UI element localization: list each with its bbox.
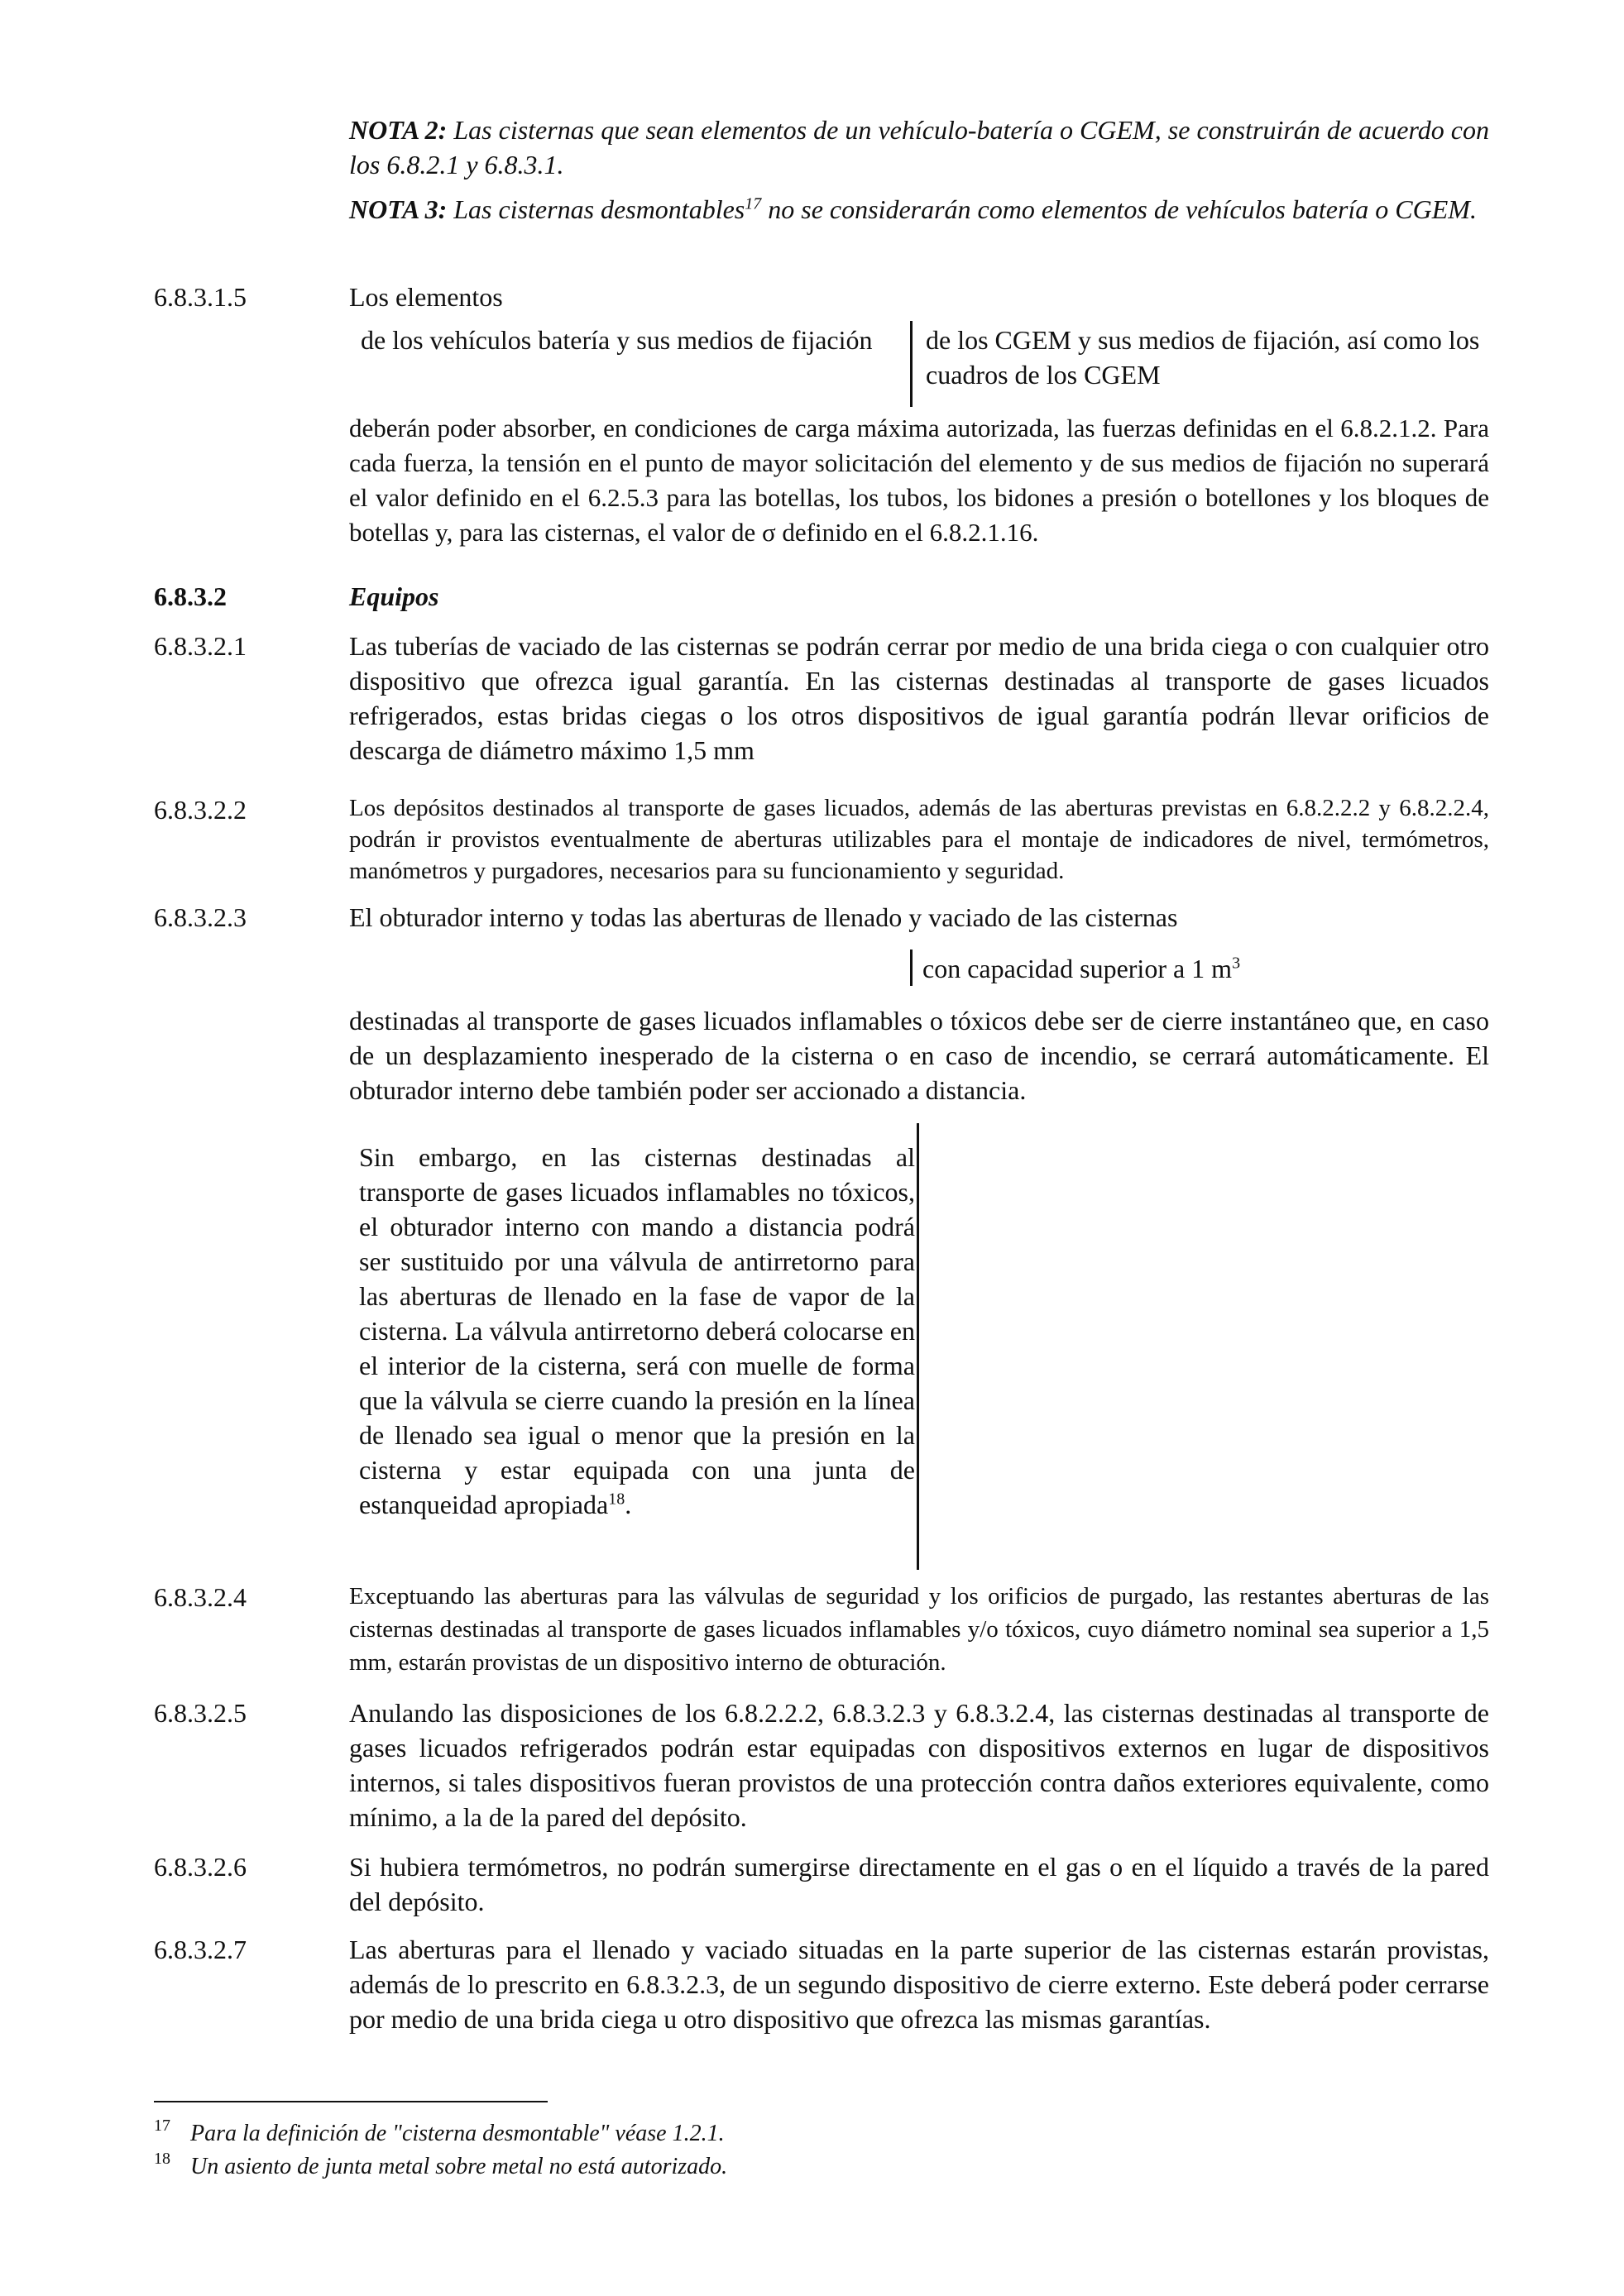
section-body: Si hubiera termómetros, no podrán sumergirse directamente en el gas o en el líquido a través de la pared del depósito. (349, 1852, 1489, 1916)
section-number: 6.8.3.1.5 (154, 282, 247, 312)
section-number: 6.8.3.2.5 (154, 1698, 247, 1728)
footnote-ref-18: 18 (608, 1490, 625, 1509)
capacity-text (922, 951, 1485, 986)
footnote-number: 18 (154, 2150, 170, 2168)
section-number: 6.8.3.2.1 (154, 631, 247, 661)
section-number: 6.8.3.2.6 (154, 1852, 247, 1882)
section-body: Las aberturas para el llenado y vaciado situadas en la parte superior de las cisternas estarán provistas, además de lo prescrito en 6.8.3.2.3, de un segundo dispositivo de cierre externo. Este deberá poder cerrarse por medio de una brida ciega u otro dispositivo que ofrezca las mismas garantías. (349, 1935, 1489, 2034)
footnote (154, 2114, 1478, 2149)
section-number: 6.8.3.2.7 (154, 1935, 247, 1964)
section-intro: Los elementos (349, 282, 503, 312)
left-column-box (359, 1140, 915, 1522)
footnote-ref-17: 17 (745, 194, 762, 213)
section-body: Los depósitos destinados al transporte de gases licuados, además de las aberturas previstas en 6.8.2.2.2 y 6.8.2.2.4, podrán ir provistos eventualmente de aberturas utilizables para el montaje de indicadores de nivel, termómetros, manómetros y purgadores, necesarios para su funcionamiento y seguridad. (349, 795, 1489, 884)
box-end: . (625, 1490, 632, 1519)
section-body: deberán poder absorber, en condiciones de carga máxima autorizada, las fuerzas definidas en el 6.8.2.1.2. Para cada fuerza, la tensión en el punto de mayor solicitación del elemento y de sus medios de fijación no superará el valor definido en el 6.2.5.3 para las botellas, los tubos, los bidones a presión o botellones y los bloques de botellas y, para las cisternas, el valor de σ definido en el 6.8.2.1.16. (349, 414, 1489, 547)
section-number: 6.8.3.2.4 (154, 1582, 247, 1612)
nota-3-text-end: no se considerarán como elementos de vehículos batería o CGEM. (761, 194, 1477, 224)
footnote-text: Para la definición de "cisterna desmontable" véase 1.2.1. (190, 2121, 725, 2146)
section-title: Equipos (349, 581, 439, 611)
footnote-number: 17 (154, 2117, 170, 2135)
left-column-text: de los vehículos batería y sus medios de fijación (361, 325, 873, 355)
footnote (154, 2147, 1478, 2182)
column-divider (910, 321, 913, 407)
section-body: Anulando las disposiciones de los 6.8.2.2.2, 6.8.3.2.3 y 6.8.3.2.4, las cisternas destinadas al transporte de gases licuados refrigerados podrán estar equipadas con dispositivos externos en lugar de dispositivos internos, si tales dispositivos fueran provistos de una protección contra daños exteriores equivalente, como mínimo, a la de la pared del depósito. (349, 1698, 1489, 1832)
nota-2-label: NOTA 2: (349, 115, 448, 145)
section-number: 6.8.3.2 (154, 581, 227, 611)
unit-exponent: 3 (1232, 954, 1241, 973)
footnote-text: Un asiento de junta metal sobre metal no está autorizado. (190, 2154, 728, 2179)
nota-3-label: NOTA 3: (349, 194, 448, 224)
section-body: Las tuberías de vaciado de las cisternas se podrán cerrar por medio de una brida ciega o con cualquier otro dispositivo que ofrezca igual garantía. En las cisternas destinadas al transporte de gases licuados refrigerados, estas bridas ciegas o los otros dispositivos de igual garantía podrán llevar orificios de descarga de diámetro máximo 1,5 mm (349, 631, 1489, 765)
right-column-text: de los CGEM y sus medios de fijación, así como los cuadros de los CGEM (926, 325, 1480, 390)
footnote-separator (154, 2101, 548, 2102)
section-body: destinadas al transporte de gases licuados inflamables o tóxicos debe ser de cierre instantáneo que, en caso de un desplazamiento inesperado de la cisterna o en caso de incendio, se cerrará automáticamente. El obturador interno debe también poder ser accionado a distancia. (349, 1006, 1489, 1105)
section-number: 6.8.3.2.2 (154, 795, 247, 825)
nota-2 (349, 112, 1489, 182)
nota-2-text: Las cisternas que sean elementos de un vehículo-batería o CGEM, se construirán de acuerdo con los 6.8.2.1 y 6.8.3.1. (349, 115, 1490, 179)
box-text: Sin embargo, en las cisternas destinadas al transporte de gases licuados inflamables no tóxicos, el obturador interno con mando a distancia podrá ser sustituido por una válvula de antirretorno para las aberturas de llenado en la fase de vapor de la cisterna. La válvula antirretorno deberá colocarse en el interior de la cisterna, será con muelle de forma que la válvula se cierre cuando la presión en la línea de llenado sea igual o menor que la presión en la cisterna y estar equipada con una junta de estanqueidad apropiada (359, 1142, 915, 1519)
section-number: 6.8.3.2.3 (154, 902, 247, 932)
nota-3-text: Las cisternas desmontables (453, 194, 745, 224)
nota-3 (349, 192, 1489, 227)
capacity-label: con capacidad superior a 1 m (922, 954, 1233, 983)
section-body: Exceptuando las aberturas para las válvulas de seguridad y los orificios de purgado, las restantes aberturas de las cisternas destinadas al transporte de gases licuados inflamables y/o tóxicos, cuyo diámetro nominal sea superior a 1,5 mm, estarán provistas de un dispositivo interno de obturación. (349, 1583, 1489, 1676)
section-intro: El obturador interno y todas las aberturas de llenado y vaciado de las cisternas (349, 902, 1178, 932)
column-divider (910, 949, 913, 986)
column-divider (917, 1123, 919, 1570)
